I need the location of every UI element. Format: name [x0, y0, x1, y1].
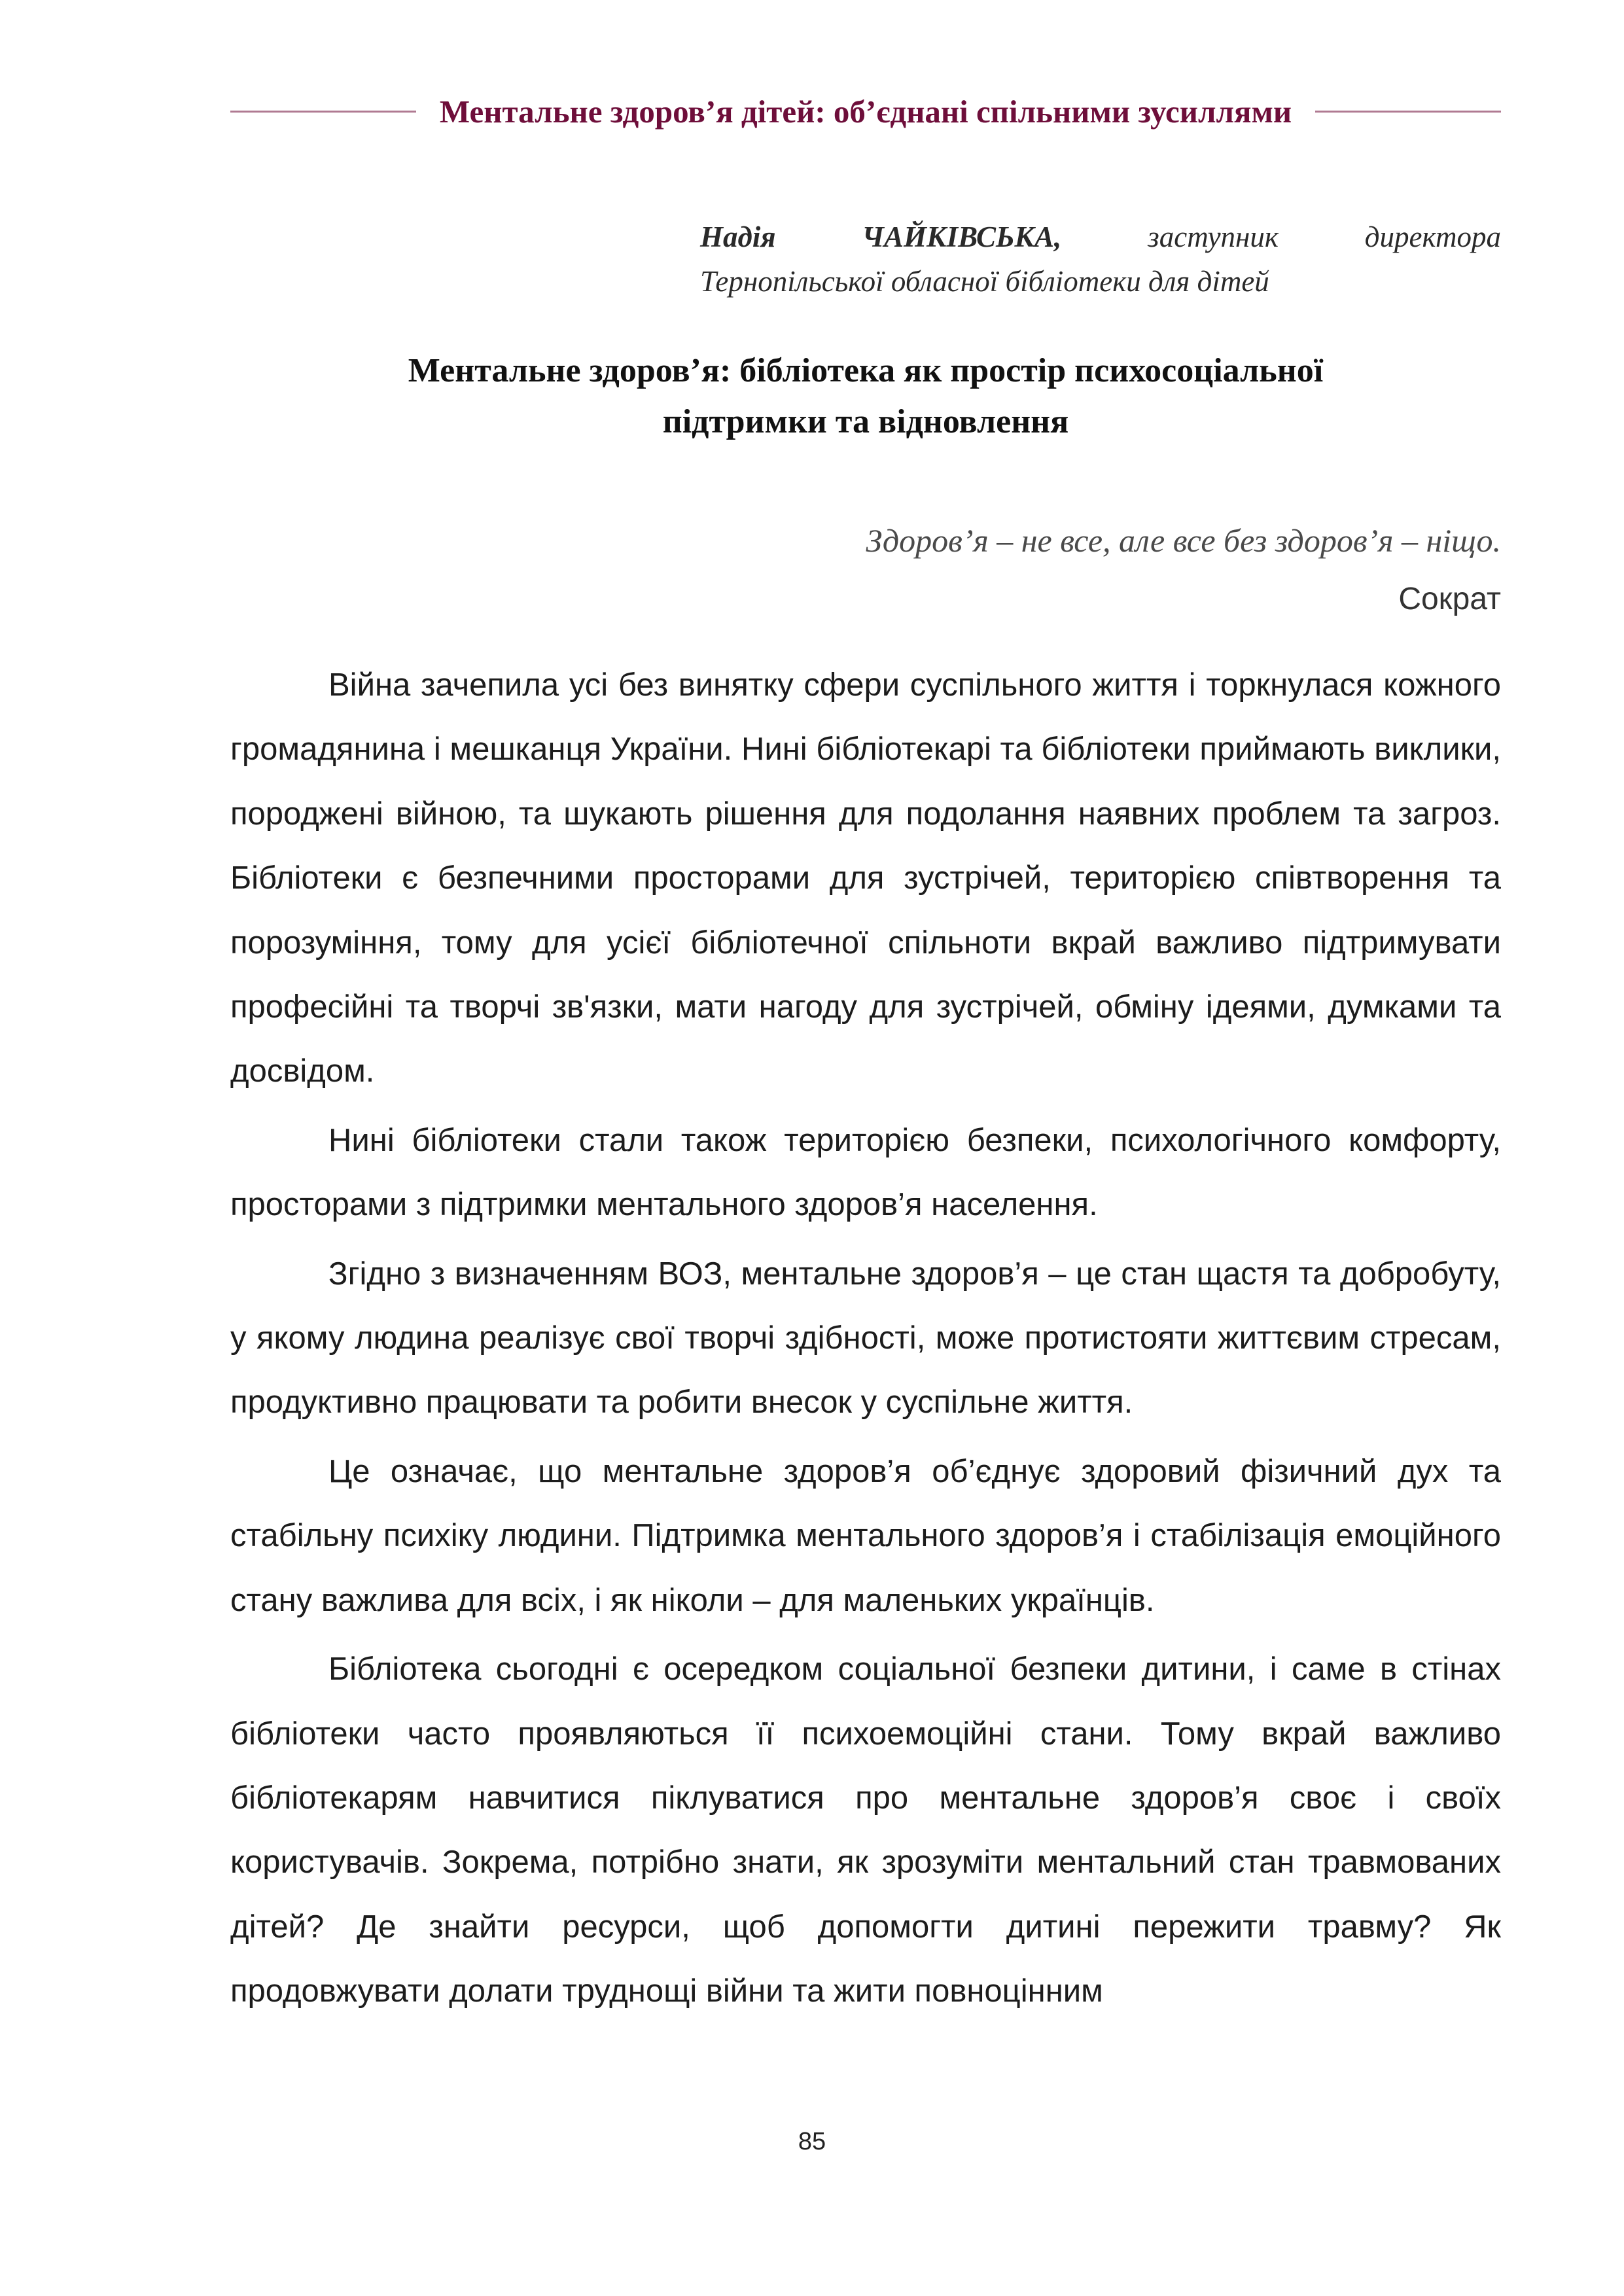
body-paragraph: Нині бібліотеки стали також територією безпеки, психологічного комфорту, просторами з підтримки ментального здоров’я населення. [230, 1122, 1501, 1223]
header-rule-left [230, 111, 416, 113]
header-rule-right [1315, 111, 1501, 113]
author-last-name: ЧАЙКІВСЬКА, [862, 221, 1062, 253]
body-paragraph: Це означає, що ментальне здоров’я об’єднує здоровий фізичний дух та стабільну психіку людини. Підтримка ментального здоров’я і стабілізація емоційного стану важлива для всіх, і як ніколи – для маленьких українців. [230, 1453, 1501, 1618]
author-organization: Тернопільської обласної бібліотеки для дітей [700, 265, 1269, 298]
running-header [230, 86, 1501, 136]
running-header-title: Ментальне здоров’я дітей: об’єднані спільними зусиллями [439, 93, 1292, 130]
author-first-name: Надія [700, 221, 776, 253]
author-block [700, 215, 1501, 304]
author-position-word1: заступник [1148, 221, 1279, 253]
epigraph [230, 516, 1501, 624]
epigraph-quote: Здоров’я – не все, але все без здоров’я – ніщо. [866, 522, 1501, 559]
body-paragraph: Війна зачепила усі без винятку сфери суспільного життя і торкнулася кожного громадянина і мешканця України. Нині бібліотекарі та бібліотеки приймають виклики, породжені війною, та шукають рішення для подолання наявних проблем та загроз. Бібліотеки є безпечними просторами для зустрічей, територією співтворення та порозуміння, тому для усієї бібліотечної спільноти вкрай важливо підтримувати професійні та творчі зв'язки, мати нагоду для зустрічей, обміну ідеями, думками та досвідом. [230, 667, 1501, 1089]
article-title [230, 345, 1501, 448]
article-title-line-2: підтримки та відновлення [662, 403, 1069, 440]
body-paragraph: Згідно з визначенням ВОЗ, ментальне здоров’я – це стан щастя та добробуту, у якому людина реалізує свої творчі здібності, може протистояти життєвим стресам, продуктивно працювати та робити внесок у суспільне життя. [230, 1256, 1501, 1421]
author-position-word2: директора [1364, 221, 1501, 253]
article-body [230, 653, 1501, 2028]
page-number: 85 [798, 2128, 826, 2155]
author-line [700, 215, 1501, 259]
epigraph-source: Сократ [1398, 582, 1501, 616]
body-paragraph: Бібліотека сьогодні є осередком соціальної безпеки дитини, і саме в стінах бібліотеки часто проявляються її психоемоційні стани. Тому вкрай важливо бібліотекарям навчитися піклуватися про ментальне здоров’я своє і своїх користувачів. Зокрема, потрібно знати, як зрозуміти ментальний стан травмованих дітей? Де знайти ресурси, щоб допомогти дитині пережити травму? Як продовжувати долати труднощі війни та жити повноцінним [230, 1651, 1501, 2009]
article-title-line-1: Ментальне здоров’я: бібліотека як простір психосоціальної [408, 352, 1324, 389]
